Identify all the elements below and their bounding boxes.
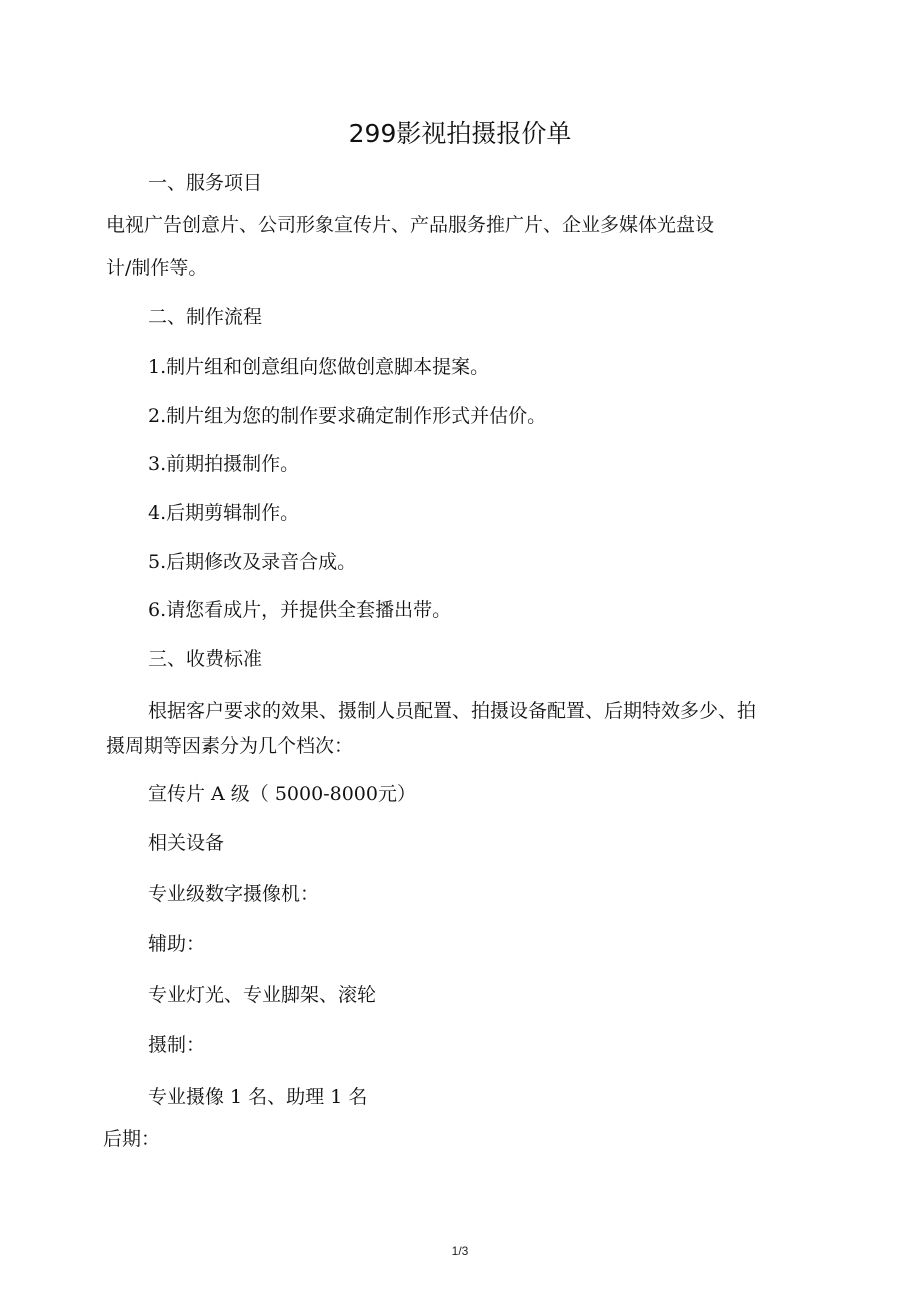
document-title: 299影视拍摄报价单: [348, 119, 572, 148]
aux-label: 辅助：: [148, 933, 206, 955]
services-text-line-2: 计/制作等。: [106, 257, 208, 279]
crew-label: 摄制：: [148, 1034, 206, 1056]
process-step: 1.制片组和创意组向您做创意脚本提案。: [148, 356, 490, 378]
equipment-label: 相关设备: [148, 832, 225, 854]
post-label: 后期：: [103, 1128, 161, 1150]
process-step: 4.后期剪辑制作。: [148, 502, 300, 524]
section-heading-pricing: 三、收费标准: [148, 648, 263, 670]
process-step: 6.请您看成片，并提供全套播出带。: [148, 599, 452, 621]
section-heading-services: 一、服务项目: [148, 172, 263, 194]
process-step: 2.制片组为您的制作要求确定制作形式并估价。: [148, 405, 547, 427]
services-text-line-1: 电视广告创意片、公司形象宣传片、产品服务推广片、企业多媒体光盘设: [106, 214, 715, 236]
camera-label: 专业级数字摄像机：: [148, 883, 320, 905]
process-step: 5.后期修改及录音合成。: [148, 551, 357, 573]
page-number: 1/3: [451, 1244, 469, 1258]
crew-items: 专业摄像 1 名、助理 1 名: [148, 1086, 368, 1108]
pricing-tier: 宣传片 A 级（ 5000-8000元）: [148, 783, 416, 805]
pricing-intro-line-2: 摄周期等因素分为几个档次：: [106, 735, 354, 757]
process-step: 3.前期拍摄制作。: [148, 453, 300, 475]
aux-items: 专业灯光、专业脚架、滚轮: [148, 984, 377, 1006]
pricing-intro-line-1: 根据客户要求的效果、摄制人员配置、拍摄设备配置、后期特效多少、拍: [148, 700, 757, 722]
section-heading-process: 二、制作流程: [148, 306, 263, 328]
